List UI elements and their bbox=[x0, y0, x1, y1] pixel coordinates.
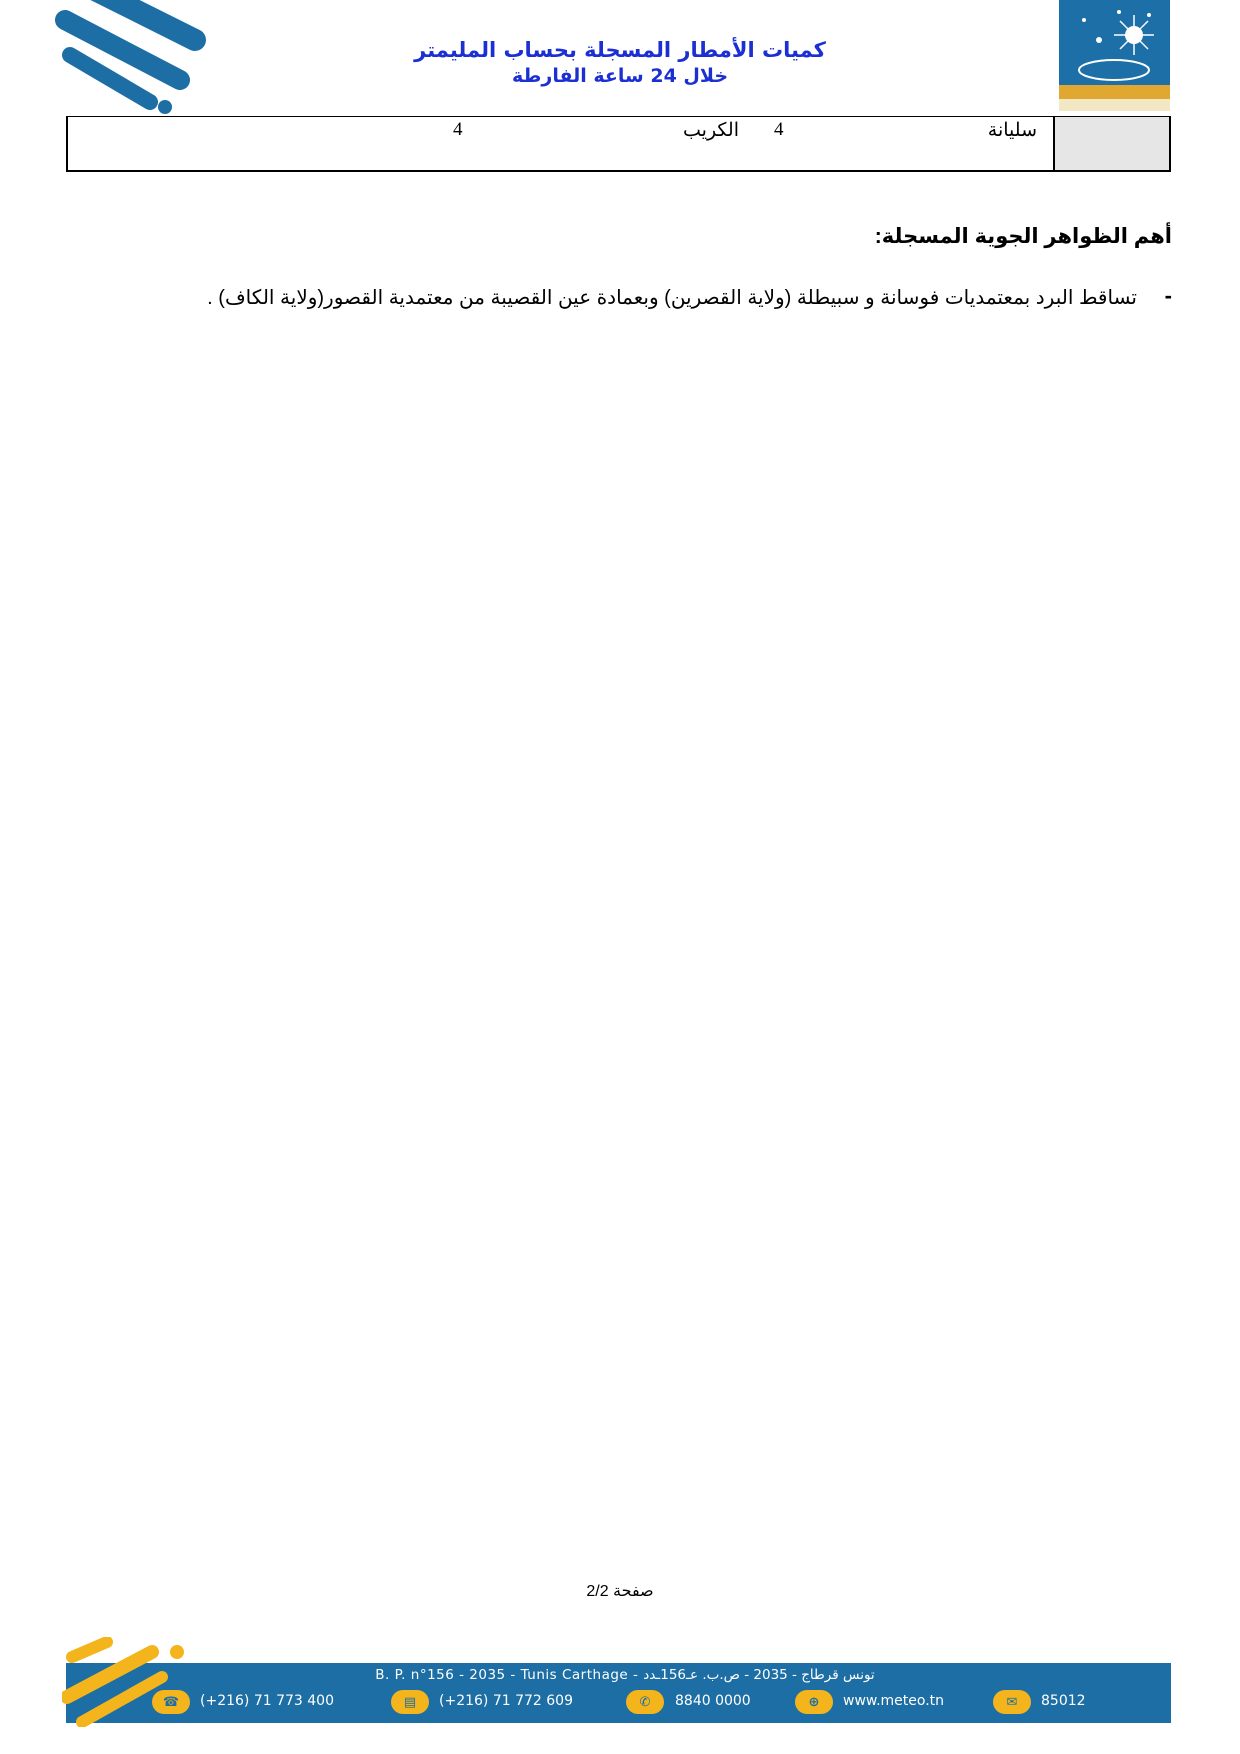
hotline-icon: ✆ bbox=[626, 1690, 664, 1714]
rainfall-table bbox=[66, 116, 1171, 172]
header-stripes-decoration bbox=[55, 0, 215, 118]
inm-logo-icon bbox=[1059, 0, 1170, 111]
footer-hotline: 8840 0000 bbox=[675, 1693, 751, 1709]
section-title: أهم الظواهر الجوية المسجلة: bbox=[874, 225, 1172, 248]
station-value: 4 bbox=[453, 119, 463, 140]
sms-icon: ✉ bbox=[993, 1690, 1031, 1714]
page-subtitle: خلال 24 ساعة الفارطة bbox=[511, 65, 729, 87]
globe-icon: ⊕ bbox=[795, 1690, 833, 1714]
bullet-text: تساقط البرد بمعتمديات فوسانة و سبيطلة (ولاية القصرين) وبعمادة عين القصيبة من معتمدية القصور(ولاية الكاف) . bbox=[207, 287, 1137, 309]
footer-phone: (+216) 71 773 400 bbox=[200, 1693, 334, 1709]
footer-fax: (+216) 71 772 609 bbox=[439, 1693, 573, 1709]
phone-icon: ☎ bbox=[152, 1690, 190, 1714]
page-number: صفحة 2/2 bbox=[586, 1583, 654, 1600]
footer-sms: 85012 bbox=[1041, 1693, 1086, 1709]
table-header-cell bbox=[1053, 117, 1169, 170]
station-name: سليانة bbox=[987, 120, 1037, 141]
fax-icon: ▤ bbox=[391, 1690, 429, 1714]
station-name: الكريب bbox=[683, 120, 739, 141]
footer-address: B. P. n°156 - 2035 - Tunis Carthage - تونس قرطاج - 2035 - ص.ب. عـ156ـدد bbox=[375, 1667, 875, 1683]
station-value: 4 bbox=[774, 119, 784, 140]
bullet-dash: - bbox=[1164, 283, 1172, 308]
page-title: كميات الأمطار المسجلة بحساب المليمتر bbox=[414, 38, 826, 62]
footer-website[interactable]: www.meteo.tn bbox=[843, 1693, 945, 1709]
